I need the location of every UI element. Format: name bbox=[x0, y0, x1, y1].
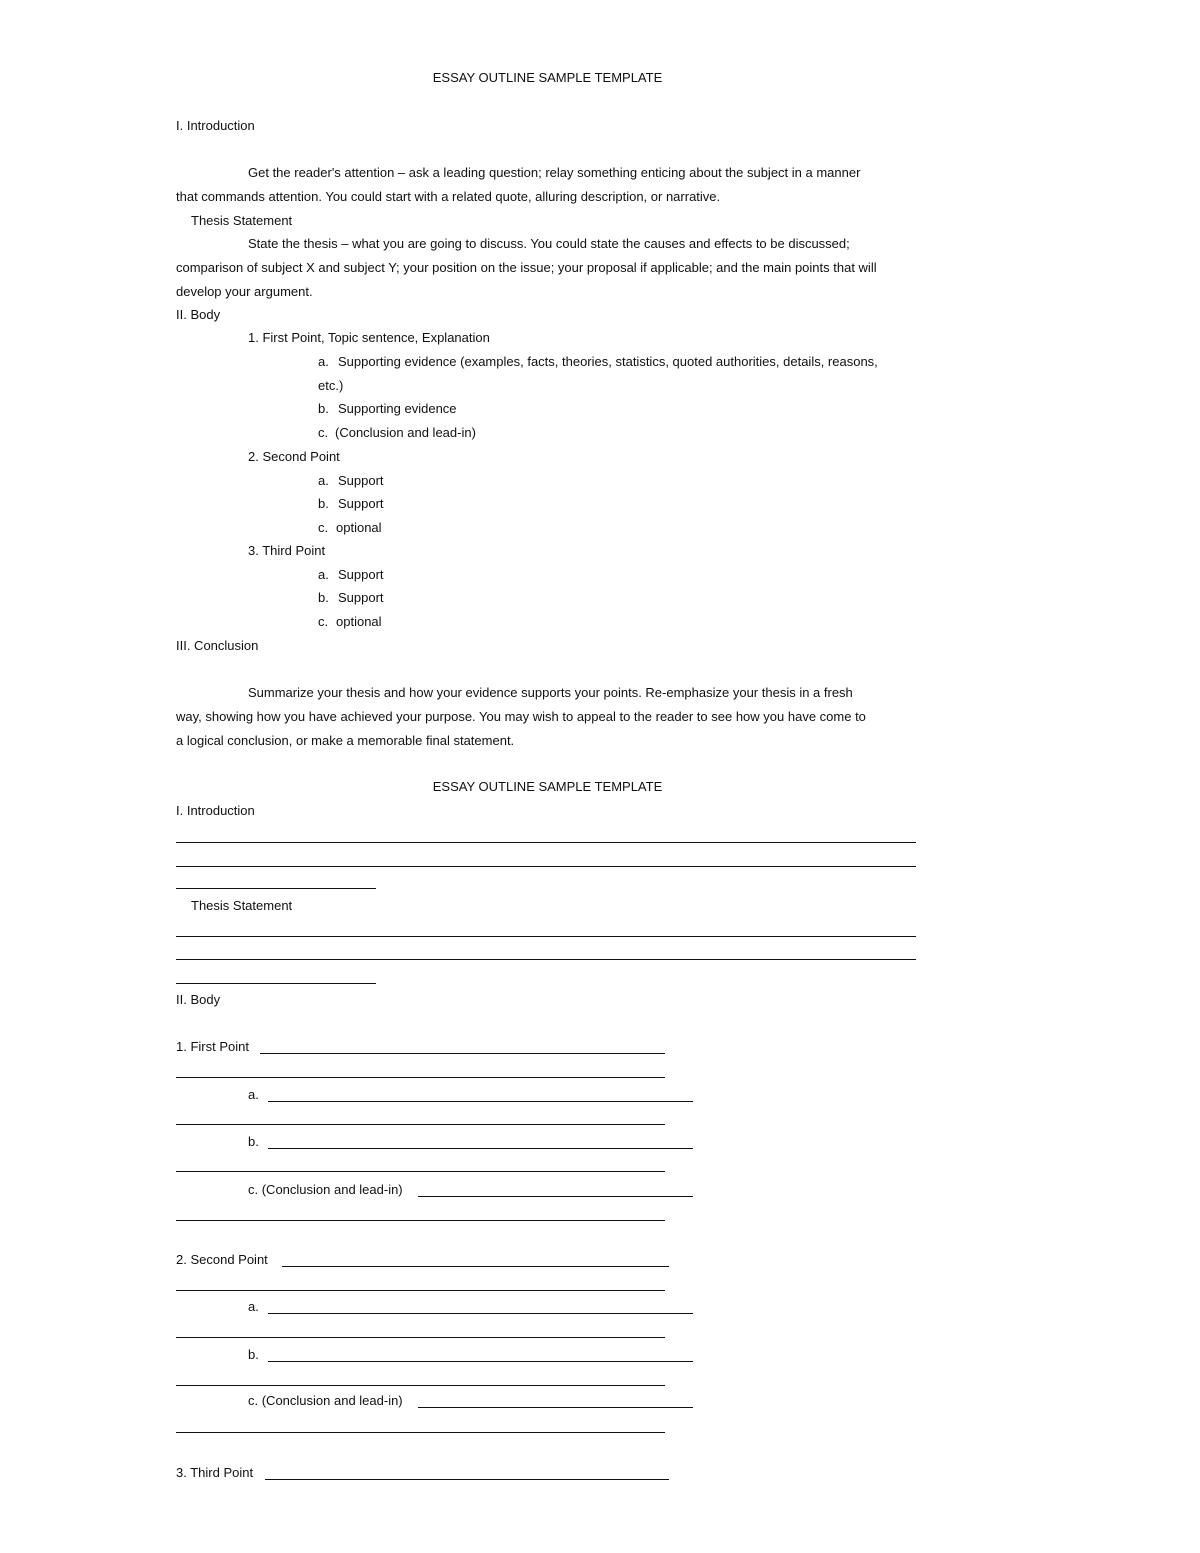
write-line[interactable] bbox=[176, 983, 376, 984]
write-line[interactable] bbox=[176, 888, 376, 889]
item-text: Supporting evidence bbox=[338, 401, 457, 416]
write-line[interactable] bbox=[176, 1220, 665, 1221]
blank-item-marker: c. (Conclusion and lead-in) bbox=[248, 1182, 403, 1197]
blank-point-label: 2. Second Point bbox=[176, 1252, 268, 1267]
point-label: 3. Third Point bbox=[248, 543, 326, 558]
thesis-paragraph-line: State the thesis – what you are going to discuss. You could state the causes and effects to be discussed; bbox=[248, 236, 850, 251]
write-line[interactable] bbox=[176, 1077, 665, 1078]
sample-title: ESSAY OUTLINE SAMPLE TEMPLATE bbox=[432, 70, 663, 85]
write-line[interactable] bbox=[176, 1124, 665, 1125]
item-marker: a. bbox=[318, 354, 329, 369]
write-line[interactable] bbox=[176, 936, 916, 937]
write-line[interactable] bbox=[176, 1337, 665, 1338]
write-line[interactable] bbox=[176, 1290, 665, 1291]
item-text: (Conclusion and lead-in) bbox=[335, 425, 476, 440]
item-text: Supporting evidence (examples, facts, theories, statistics, quoted authorities, details, reasons, bbox=[338, 354, 878, 369]
item-marker: c. bbox=[318, 425, 329, 440]
intro-paragraph-line: that commands attention. You could start with a related quote, alluring description, or narrative. bbox=[176, 189, 721, 204]
blank-item-marker: b. bbox=[248, 1347, 259, 1362]
item-text: optional bbox=[336, 614, 382, 629]
blank-item-marker: a. bbox=[248, 1087, 259, 1102]
point-label: 2. Second Point bbox=[248, 449, 340, 464]
blank-item-marker: c. (Conclusion and lead-in) bbox=[248, 1393, 403, 1408]
point-label: 1. First Point, Topic sentence, Explanation bbox=[248, 330, 490, 345]
item-marker: a. bbox=[318, 473, 329, 488]
blank-thesis-heading: Thesis Statement bbox=[191, 898, 293, 913]
thesis-heading: Thesis Statement bbox=[191, 213, 293, 228]
intro-heading: I. Introduction bbox=[176, 118, 255, 133]
blank-intro-heading: I. Introduction bbox=[176, 803, 255, 818]
blank-title: ESSAY OUTLINE SAMPLE TEMPLATE bbox=[432, 779, 663, 794]
item-text: Support bbox=[338, 590, 384, 605]
item-text: Support bbox=[338, 473, 384, 488]
item-marker: c. bbox=[318, 614, 329, 629]
conclusion-paragraph-line: way, showing how you have achieved your purpose. You may wish to appeal to the reader to see how you have come to bbox=[176, 709, 866, 724]
write-line[interactable] bbox=[176, 1432, 665, 1433]
conclusion-paragraph-line: a logical conclusion, or make a memorable final statement. bbox=[176, 733, 515, 748]
item-marker: c. bbox=[318, 520, 329, 535]
item-marker: b. bbox=[318, 496, 329, 511]
write-line[interactable] bbox=[282, 1266, 669, 1267]
item-text: optional bbox=[336, 520, 382, 535]
thesis-paragraph-line: develop your argument. bbox=[176, 284, 313, 299]
blank-point-label: 3. Third Point bbox=[176, 1465, 254, 1480]
item-text: Support bbox=[338, 567, 384, 582]
write-line[interactable] bbox=[176, 1171, 665, 1172]
write-line[interactable] bbox=[418, 1196, 693, 1197]
intro-paragraph-line: Get the reader's attention – ask a leading question; relay something enticing about the subject in a manner bbox=[248, 165, 861, 180]
write-line[interactable] bbox=[268, 1148, 693, 1149]
item-marker: b. bbox=[318, 401, 329, 416]
write-line[interactable] bbox=[268, 1101, 693, 1102]
write-line[interactable] bbox=[265, 1479, 669, 1480]
item-text: etc.) bbox=[318, 378, 344, 393]
write-line[interactable] bbox=[268, 1361, 693, 1362]
thesis-paragraph-line: comparison of subject X and subject Y; your position on the issue; your proposal if applicable; and the main points that will bbox=[176, 260, 877, 275]
blank-body-heading: II. Body bbox=[176, 992, 221, 1007]
item-marker: b. bbox=[318, 590, 329, 605]
conclusion-paragraph-line: Summarize your thesis and how your evidence supports your points. Re-emphasize your thesis in a fresh bbox=[248, 685, 853, 700]
item-marker: a. bbox=[318, 567, 329, 582]
write-line[interactable] bbox=[418, 1407, 693, 1408]
write-line[interactable] bbox=[176, 842, 916, 843]
item-text: Support bbox=[338, 496, 384, 511]
blank-item-marker: a. bbox=[248, 1299, 259, 1314]
body-heading: II. Body bbox=[176, 307, 221, 322]
write-line[interactable] bbox=[268, 1313, 693, 1314]
blank-item-marker: b. bbox=[248, 1134, 259, 1149]
blank-point-label: 1. First Point bbox=[176, 1039, 249, 1054]
write-line[interactable] bbox=[260, 1053, 665, 1054]
conclusion-heading: III. Conclusion bbox=[176, 638, 259, 653]
write-line[interactable] bbox=[176, 866, 916, 867]
write-line[interactable] bbox=[176, 959, 916, 960]
write-line[interactable] bbox=[176, 1385, 665, 1386]
